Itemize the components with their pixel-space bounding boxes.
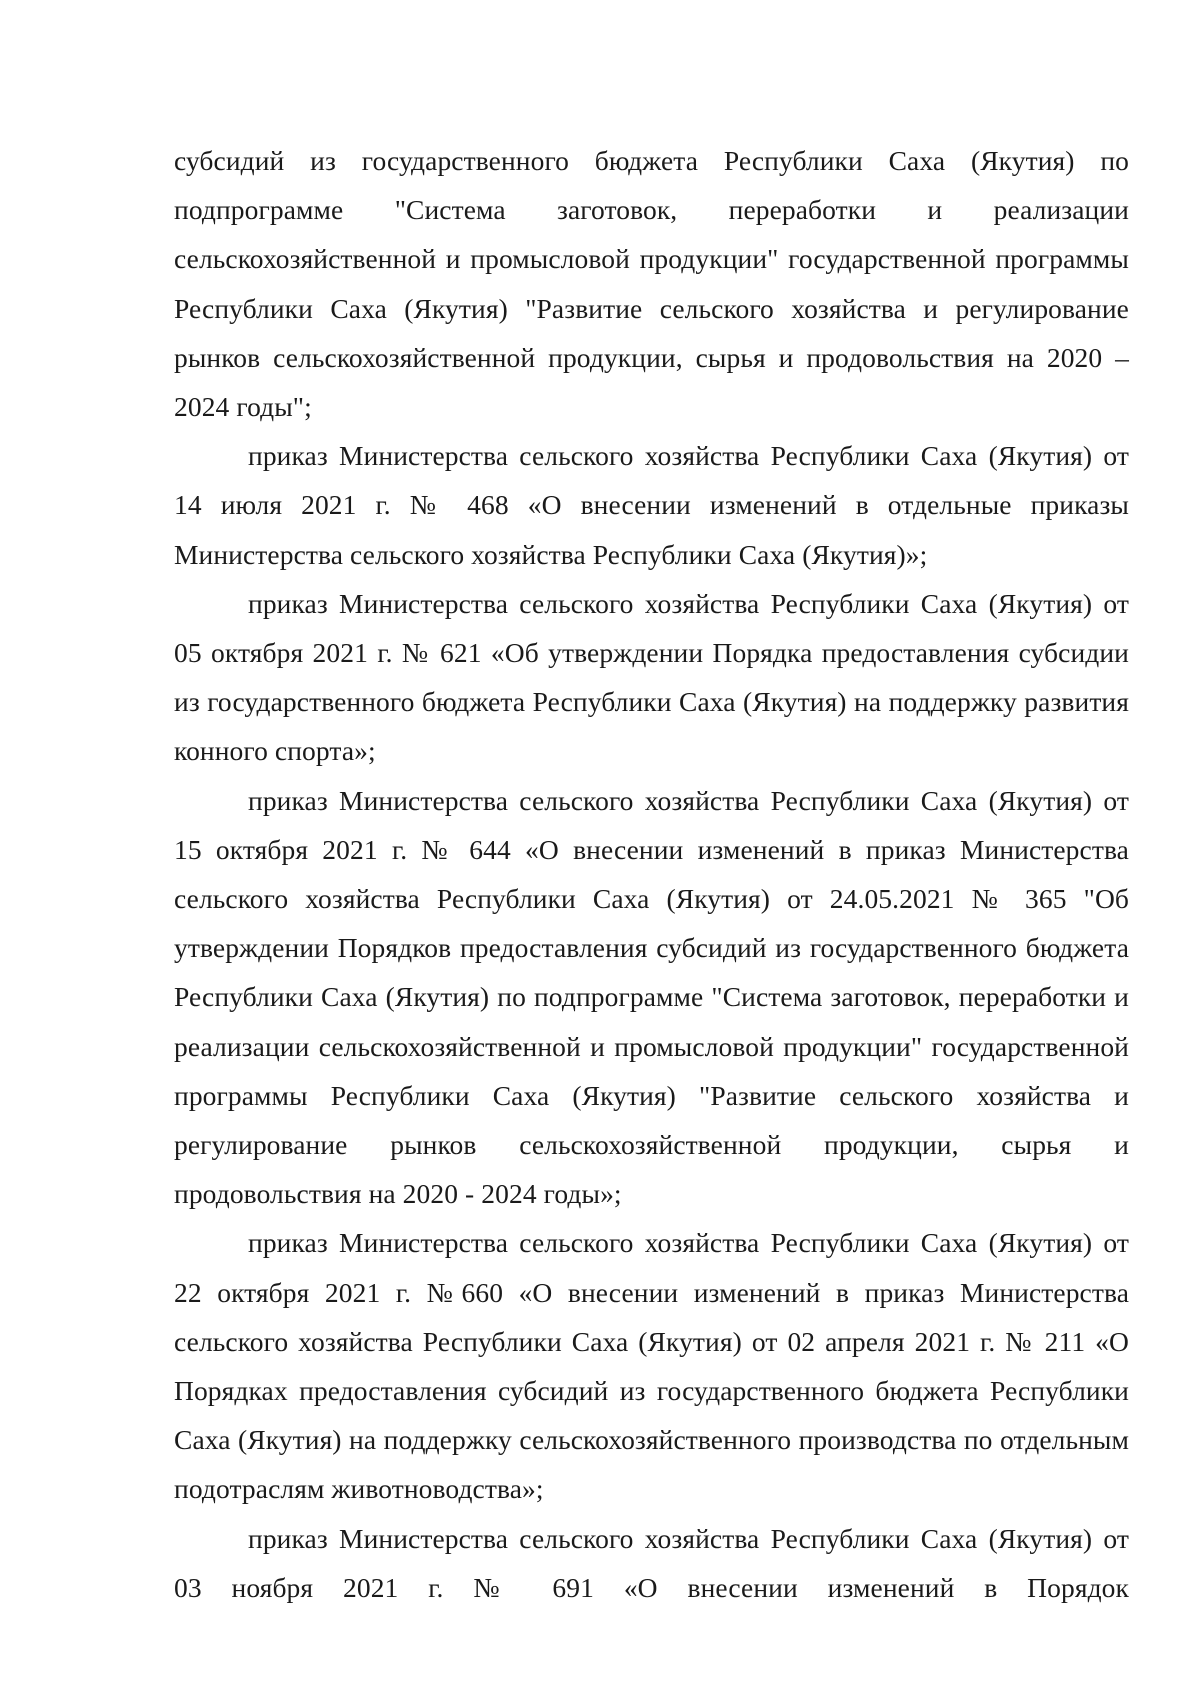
paragraph-order-660: приказ Министерства сельского хозяйства Республики Саха (Якутия) от 22 октября 2021 г. №660 «О внесении изменений в приказ Министерства сельского хозяйства Республики Саха (Якутия) от 02 апреля 2021 г. № 211 «О Порядках предоставления субсидий из государственного бюджета Республики Саха (Якутия) на поддержку сельскохозяйственного производства по отдельным подотраслям животноводства»;	[174, 1227, 1129, 1505]
document-body	[174, 136, 1129, 1612]
paragraph-continuation: субсидий из государственного бюджета Республики Саха (Якутия) по подпрограмме "Система заготовок, переработки и реализации сельскохозяйственной и промысловой продукции" государственной программы Республики Саха (Якутия) "Развитие сельского хозяйства и регулирование рынков сельскохозяйственной продукции, сырья и продовольствия на 2020 – 2024 годы";	[174, 145, 1129, 423]
paragraph-order-621: приказ Министерства сельского хозяйства Республики Саха (Якутия) от 05 октября 2021 г. № 621 «Об утверждении Порядка предоставления субсидии из государственного бюджета Республики Саха (Якутия) на поддержку развития конного спорта»;	[174, 587, 1129, 767]
paragraph-order-468: приказ Министерства сельского хозяйства Республики Саха (Якутия) от 14 июля 2021 г. № 468 «О внесении изменений в отдельные приказы Министерства сельского хозяйства Республики Саха (Якутия)»;	[174, 440, 1129, 570]
paragraph-order-644: приказ Министерства сельского хозяйства Республики Саха (Якутия) от 15 октября 2021 г. № 644 «О внесении изменений в приказ Министерства сельского хозяйства Республики Саха (Якутия) от 24.05.2021 № 365 "Об утверждении Порядков предоставления субсидий из государственного бюджета Республики Саха (Якутия) по подпрограмме "Система заготовок, переработки и реализации сельскохозяйственной и промысловой продукции" государственной программы Республики Саха (Якутия) "Развитие сельского хозяйства и регулирование рынков сельскохозяйственной продукции, сырья и продовольствия на 2020 - 2024 годы»;	[174, 784, 1129, 1210]
paragraph-order-691: приказ Министерства сельского хозяйства Республики Саха (Якутия) от 03 ноября 2021 г. № 691 «О внесении изменений в Порядок	[174, 1522, 1129, 1603]
